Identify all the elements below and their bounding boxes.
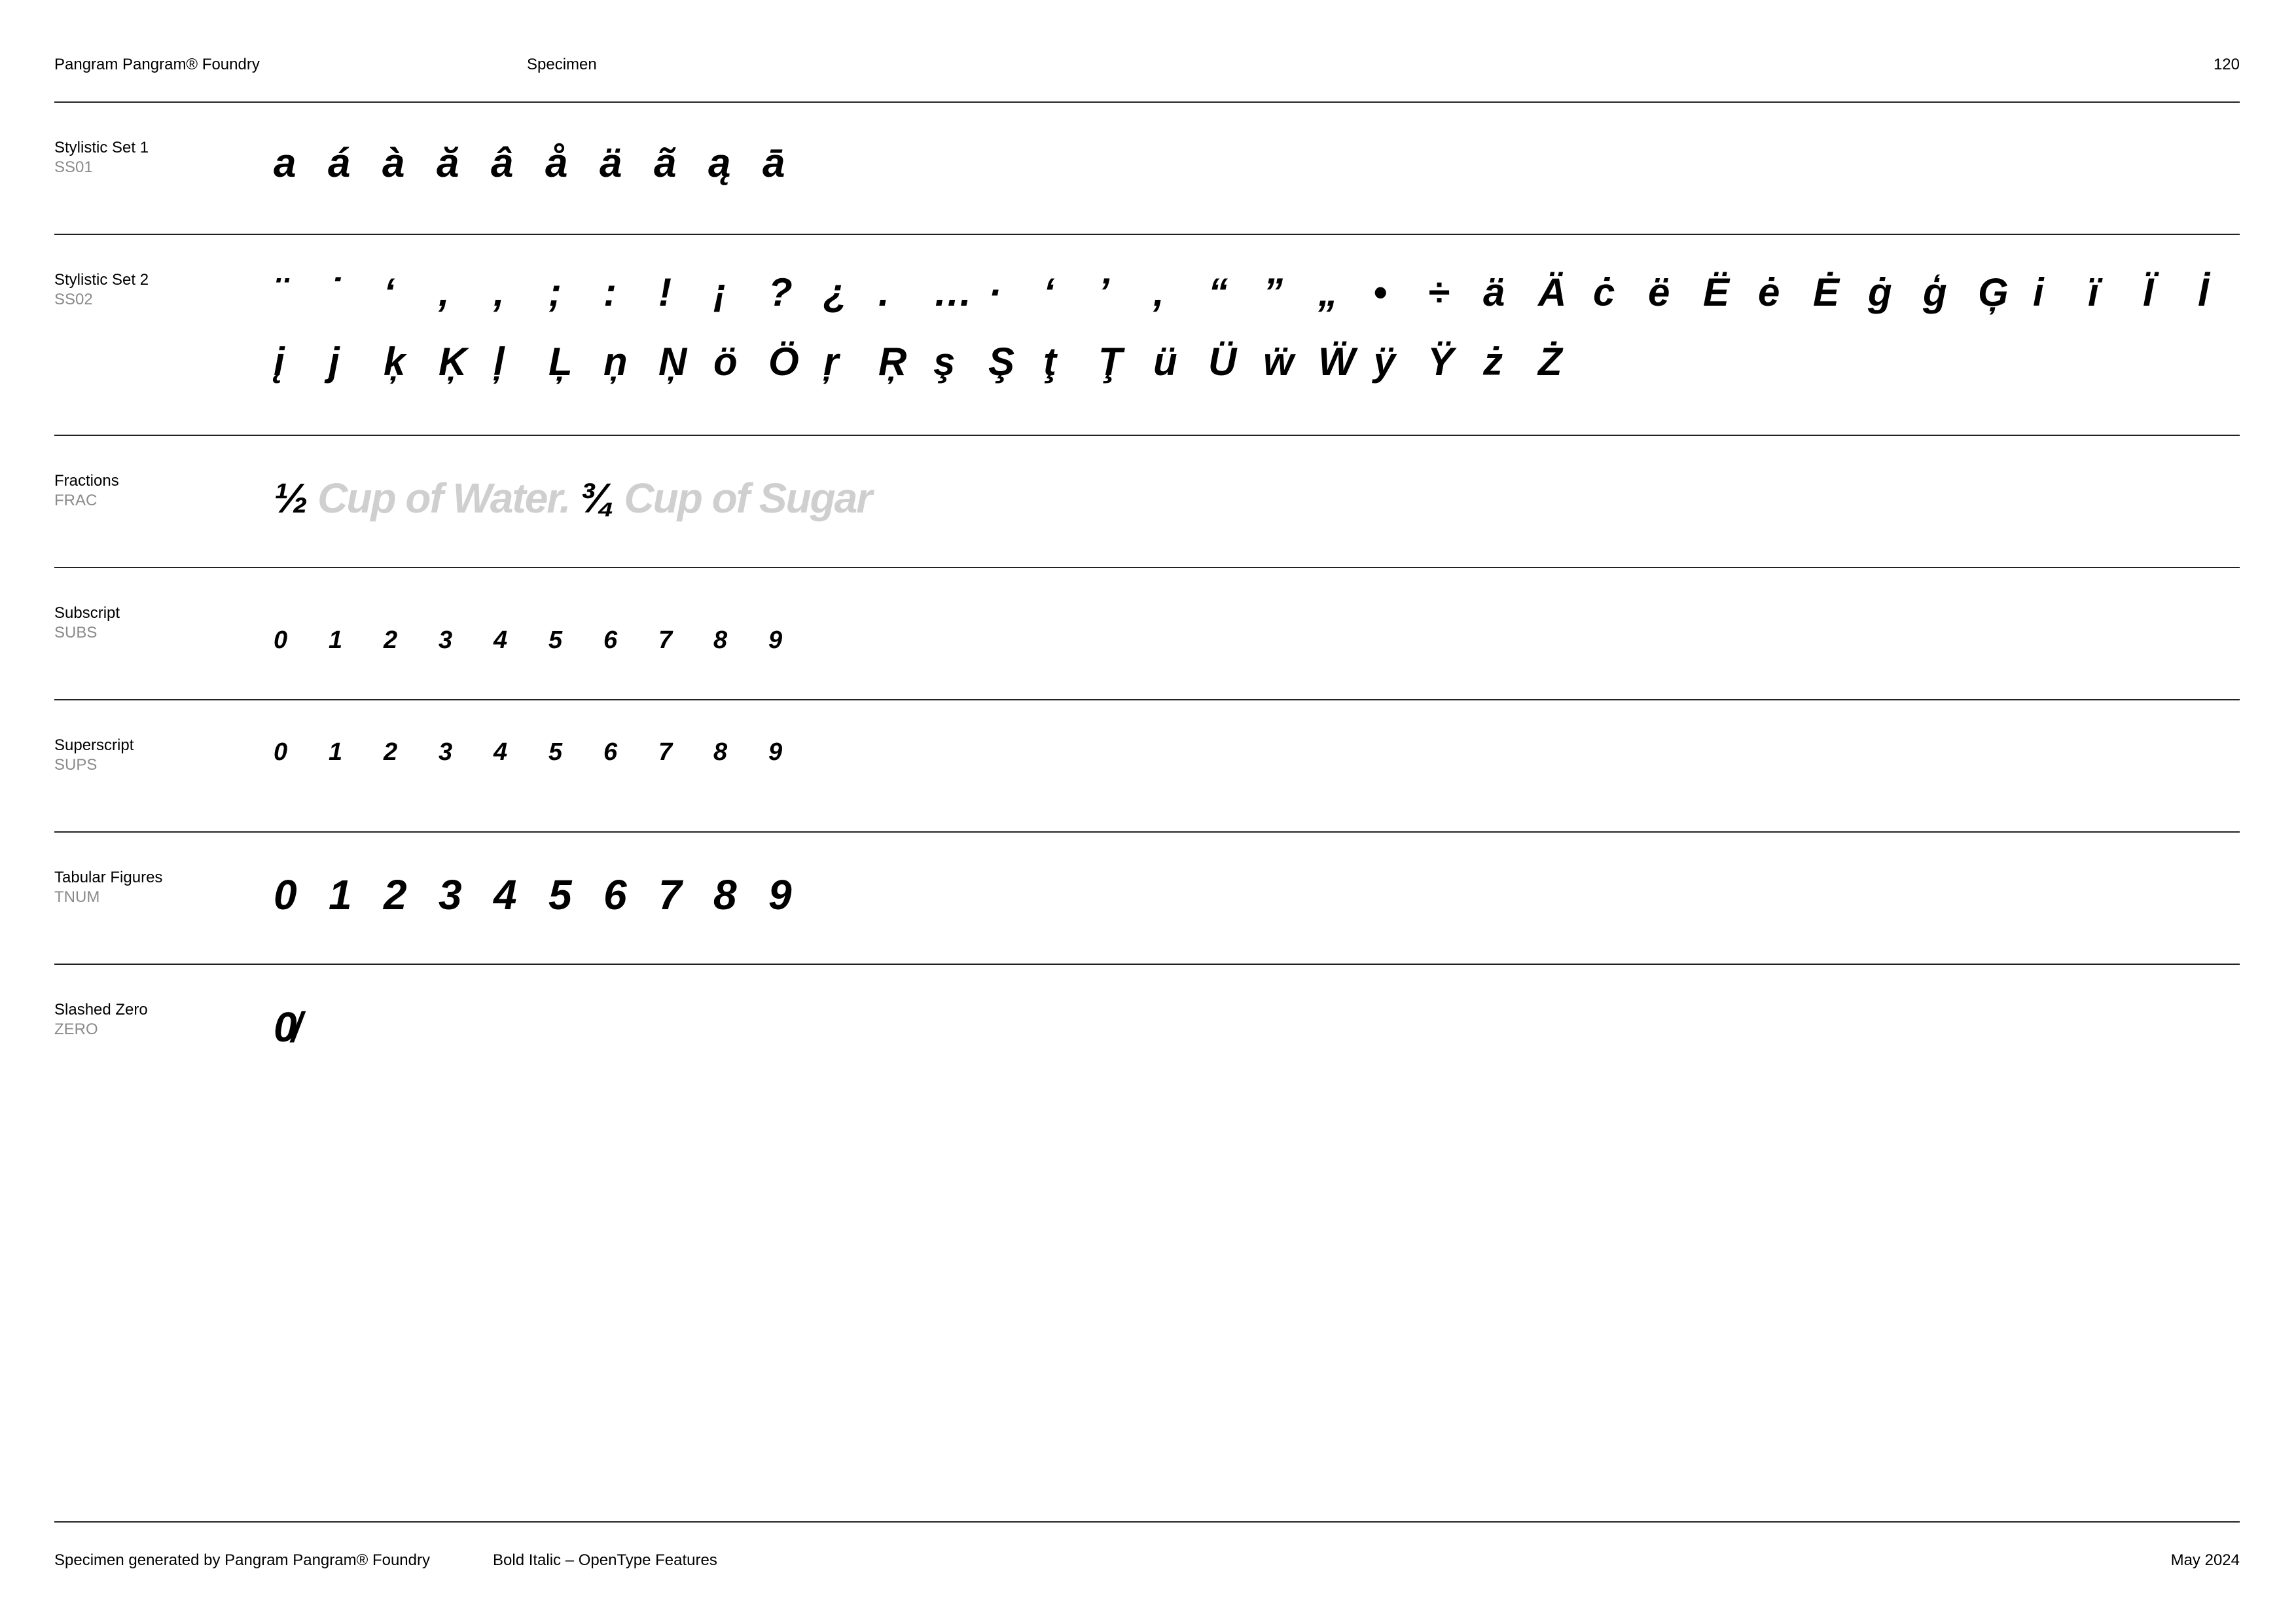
glyph: Ä <box>1538 270 1567 314</box>
feature-name: Stylistic Set 2 <box>54 271 149 289</box>
glyph: · <box>988 270 1001 314</box>
feature-tag: TNUM <box>54 888 100 906</box>
glyph: 3 <box>439 738 453 766</box>
glyph: 8 <box>713 871 737 918</box>
feature-name: Superscript <box>54 736 134 754</box>
glyph: ņ <box>603 340 628 384</box>
glyph: Ķ <box>439 340 467 384</box>
fraction-sample <box>274 474 871 522</box>
glyph: 8 <box>713 738 728 766</box>
glyph: Ö <box>768 340 799 384</box>
glyph: ! <box>658 270 672 314</box>
glyph: à <box>382 141 405 186</box>
feature-tag: SS01 <box>54 158 93 176</box>
glyph-row-tnum <box>274 871 823 919</box>
glyph: Ş <box>988 340 1015 384</box>
glyph: Ü <box>1208 340 1237 384</box>
glyph-row-subs <box>274 626 823 655</box>
glyph: ? <box>768 270 793 314</box>
glyph: ¿ <box>823 270 848 314</box>
glyph: 8 <box>713 626 728 654</box>
feature-label-zero <box>54 1000 148 1039</box>
glyph: 9 <box>768 738 783 766</box>
glyph: 9 <box>768 626 783 654</box>
feature-name: Subscript <box>54 604 120 622</box>
feature-tag: FRAC <box>54 492 98 509</box>
glyph: ċ <box>1593 270 1615 314</box>
glyph: 7 <box>658 871 682 918</box>
glyph: Ŗ <box>878 340 907 384</box>
glyph: , <box>439 270 450 314</box>
glyph: 2 <box>384 626 398 654</box>
glyph: ā <box>762 141 785 186</box>
glyph: 2 <box>384 871 407 918</box>
glyph: ’ <box>1098 270 1109 314</box>
glyph: 6 <box>603 871 627 918</box>
fraction-text: Cup of Sugar <box>613 475 872 522</box>
feature-label-ss02 <box>54 270 149 310</box>
glyph: ŗ <box>823 340 839 384</box>
divider <box>54 831 2240 833</box>
glyph: i <box>2033 270 2044 314</box>
glyph: . <box>878 270 889 314</box>
glyph: ļ <box>493 340 505 384</box>
glyph: “ <box>1208 270 1228 314</box>
glyph: Ţ <box>1098 340 1122 384</box>
header-foundry: Pangram Pangram® Foundry <box>54 56 260 73</box>
divider <box>54 101 2240 103</box>
glyph: 5 <box>548 626 563 654</box>
divider <box>54 435 2240 436</box>
glyph: … <box>933 270 973 314</box>
glyph: Ļ <box>548 340 573 384</box>
glyph: 4 <box>493 871 517 918</box>
glyph: å <box>545 141 568 186</box>
glyph: ï <box>2088 270 2099 314</box>
glyph: á <box>328 141 351 186</box>
glyph: ģ <box>1923 270 1947 314</box>
glyph-row-ss02-line2 <box>274 339 1593 384</box>
glyph: j <box>329 340 340 384</box>
feature-name: Tabular Figures <box>54 869 163 886</box>
glyph: 0 <box>274 871 297 918</box>
glyph: Ģ <box>1978 270 2009 314</box>
glyph: Ż <box>1538 340 1562 384</box>
glyph: ã <box>654 141 677 186</box>
glyph: ą <box>708 141 731 186</box>
glyph: ‘ <box>1043 270 1054 314</box>
glyph: İ <box>2198 270 2209 314</box>
glyph: 4 <box>493 738 508 766</box>
glyph: 6 <box>603 738 618 766</box>
glyph-row-sups <box>274 738 823 767</box>
fraction-text: Cup of Water. <box>307 475 570 522</box>
glyph: 9 <box>768 871 792 918</box>
page-number: 120 <box>2213 56 2240 73</box>
glyph: ă <box>437 141 459 186</box>
glyph: ˙ <box>329 270 342 314</box>
feature-tag: SS02 <box>54 291 93 308</box>
glyph: , <box>493 270 505 314</box>
glyph: ë <box>1648 270 1670 314</box>
divider <box>54 964 2240 965</box>
glyph: 1 <box>329 871 352 918</box>
glyph: ; <box>548 270 562 314</box>
glyph: 1 <box>329 626 343 654</box>
glyph: Ï <box>2143 270 2154 314</box>
feature-tag: SUBS <box>54 624 98 641</box>
glyph-row-ss01 <box>274 140 817 187</box>
glyph: ķ <box>384 340 406 384</box>
glyph: ÷ <box>1428 270 1450 314</box>
glyph: ö <box>713 340 738 384</box>
feature-tag: SUPS <box>54 756 98 774</box>
glyph: Ë <box>1703 270 1730 314</box>
divider <box>54 699 2240 700</box>
glyph: 3 <box>439 626 453 654</box>
glyph: ġ <box>1868 270 1892 314</box>
glyph: 7 <box>658 738 673 766</box>
glyph: â <box>491 141 514 186</box>
glyph: Ņ <box>658 340 687 384</box>
divider <box>54 234 2240 235</box>
glyph: 7 <box>658 626 673 654</box>
glyph: 2 <box>384 738 398 766</box>
glyph: Ẅ <box>1318 340 1355 384</box>
glyph-row-ss02-line1 <box>274 270 2253 315</box>
glyph: ” <box>1263 270 1283 314</box>
glyph: Ė <box>1813 270 1840 314</box>
glyph: • <box>1373 270 1388 314</box>
feature-label-tnum <box>54 868 162 907</box>
fraction-glyph: ½ <box>274 475 308 522</box>
glyph: a <box>274 141 296 186</box>
glyph: ‘ <box>384 270 395 314</box>
slashed-zero-glyph: 0̸ <box>274 1003 297 1051</box>
glyph: ¨ <box>274 270 287 314</box>
glyph: 0 <box>274 738 288 766</box>
footer-date: May 2024 <box>2170 1551 2240 1569</box>
glyph: 0 <box>274 626 288 654</box>
glyph: 5 <box>548 738 563 766</box>
header-section: Specimen <box>527 56 597 73</box>
feature-label-ss01 <box>54 138 149 177</box>
glyph: 5 <box>548 871 572 918</box>
glyph: ż <box>1483 340 1503 384</box>
glyph: : <box>603 270 617 314</box>
glyph: 4 <box>493 626 508 654</box>
glyph: ä <box>600 141 622 186</box>
feature-name: Slashed Zero <box>54 1001 148 1019</box>
glyph: 1 <box>329 738 343 766</box>
glyph: ẅ <box>1263 340 1294 384</box>
fraction-glyph: ¾ <box>580 475 614 522</box>
glyph: ė <box>1758 270 1780 314</box>
feature-label-subs <box>54 604 120 643</box>
feature-name: Stylistic Set 1 <box>54 139 149 156</box>
glyph: Ÿ <box>1428 340 1455 384</box>
feature-tag: ZERO <box>54 1020 98 1038</box>
glyph: ä <box>1483 270 1505 314</box>
glyph: „ <box>1318 270 1338 314</box>
glyph: ÿ <box>1373 340 1395 384</box>
glyph: ş <box>933 340 956 384</box>
glyph: 6 <box>603 626 618 654</box>
glyph: ţ <box>1043 340 1056 384</box>
glyph: 3 <box>439 871 462 918</box>
feature-label-frac <box>54 471 119 511</box>
footer-style: Bold Italic – OpenType Features <box>493 1551 717 1569</box>
glyph: į <box>274 340 285 384</box>
divider <box>54 1521 2240 1523</box>
footer-credit: Specimen generated by Pangram Pangram® Foundry <box>54 1551 430 1569</box>
glyph: ¡ <box>713 270 726 314</box>
glyph: , <box>1153 270 1164 314</box>
feature-name: Fractions <box>54 472 119 490</box>
glyph: ü <box>1153 340 1177 384</box>
divider <box>54 567 2240 568</box>
feature-label-sups <box>54 736 134 775</box>
